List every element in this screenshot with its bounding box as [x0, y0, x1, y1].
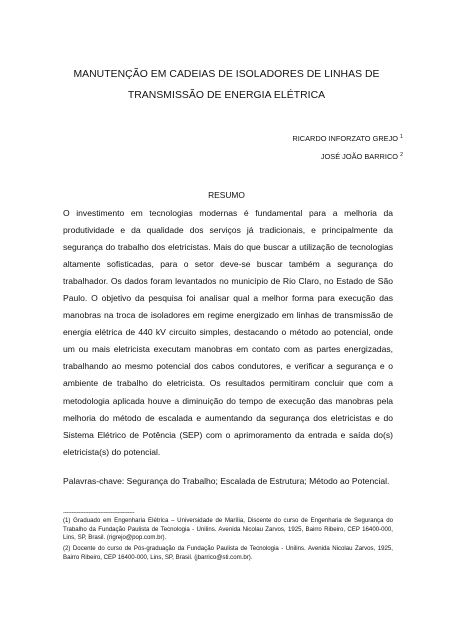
title-line-2: TRANSMISSÃO DE ENERGIA ELÉTRICA [127, 90, 326, 101]
keywords [63, 473, 393, 490]
footnote-separator: ------------------------------------------ [63, 510, 135, 516]
abstract-heading: RESUMO [208, 190, 245, 200]
title-line-1: MANUTENÇÃO EM CADEIAS DE ISOLADORES DE LINHAS DE [73, 69, 380, 80]
keywords-text: Segurança do Trabalho; Escalada de Estrutura; Método ao Potencial. [124, 476, 390, 486]
abstract-text: O investimento em tecnologias modernas é fundamental para a melhoria da produtividade e da qualidade dos serviços já tradicionais, e principalmente da segurança do trabalho dos eletricistas. Mais do que buscar a utilização de tecnologias altamente sofisticadas, para o setor deve-se buscar também a segurança do trabalhador. Os dados foram levantados no município de Rio Claro, no Estado de São Paulo. O objetivo da pesquisa foi analisar qual a melhor forma para execução das manobras na troca de isoladores em regime energizado em linhas de transmissão de energia elétrica de 440 kV circuito simples, destacando o método ao potencial, onde um ou mais eletricista executam manobras em contato com as partes energizadas, trabalhando ao mesmo potencial dos cabos condutores, e verificar a segurança e o ambiente de trabalho do eletricista. Os resultados permitiram concluir que com a metodologia aplicada houve a diminuição do tempo de execução das manobras pela melhoria do método de escalada e aumentando da segurança dos eletricistas e do Sistema Elétrico de Potência (SEP) com o aprimoramento da entrada e saída do(s) eletricista(s) do potencial. [63, 208, 393, 457]
author-2 [292, 147, 403, 165]
author-2-name: JOSÉ JOÃO BARRICO [320, 152, 399, 161]
author-list [292, 129, 403, 165]
author-1-footnote-mark: 1 [400, 134, 403, 140]
author-1-name: RICARDO INFORZATO GREJO [292, 134, 399, 143]
paper-title [40, 64, 413, 106]
keywords-label: Palavras-chave: [63, 476, 125, 486]
footnote-2: (2) Docente do curso de Pós-graduação da Fundação Paulista de Tecnologia - Unilins. Avenida Nicolau Zarvos, 1925, Bairro Ribeiro, CEP 16400-000, Lins, SP, Brasil. (jbarrico@sti.com.br). [63, 545, 393, 561]
footnote-1: (1) Graduado em Engenharia Elétrica – Universidade de Marília, Discente do curso de Engenharia de Segurança do Trabalho da Fundação Paulista de Tecnologia - Unilins. Avenida Nicolau Zarvos, 1925, Bairro Ribeiro, CEP 16400-000, Lins, SP, Brasil. (rigrejo@pop.com.br). [63, 517, 393, 542]
author-2-footnote-mark: 2 [400, 152, 403, 158]
author-1 [292, 129, 403, 147]
